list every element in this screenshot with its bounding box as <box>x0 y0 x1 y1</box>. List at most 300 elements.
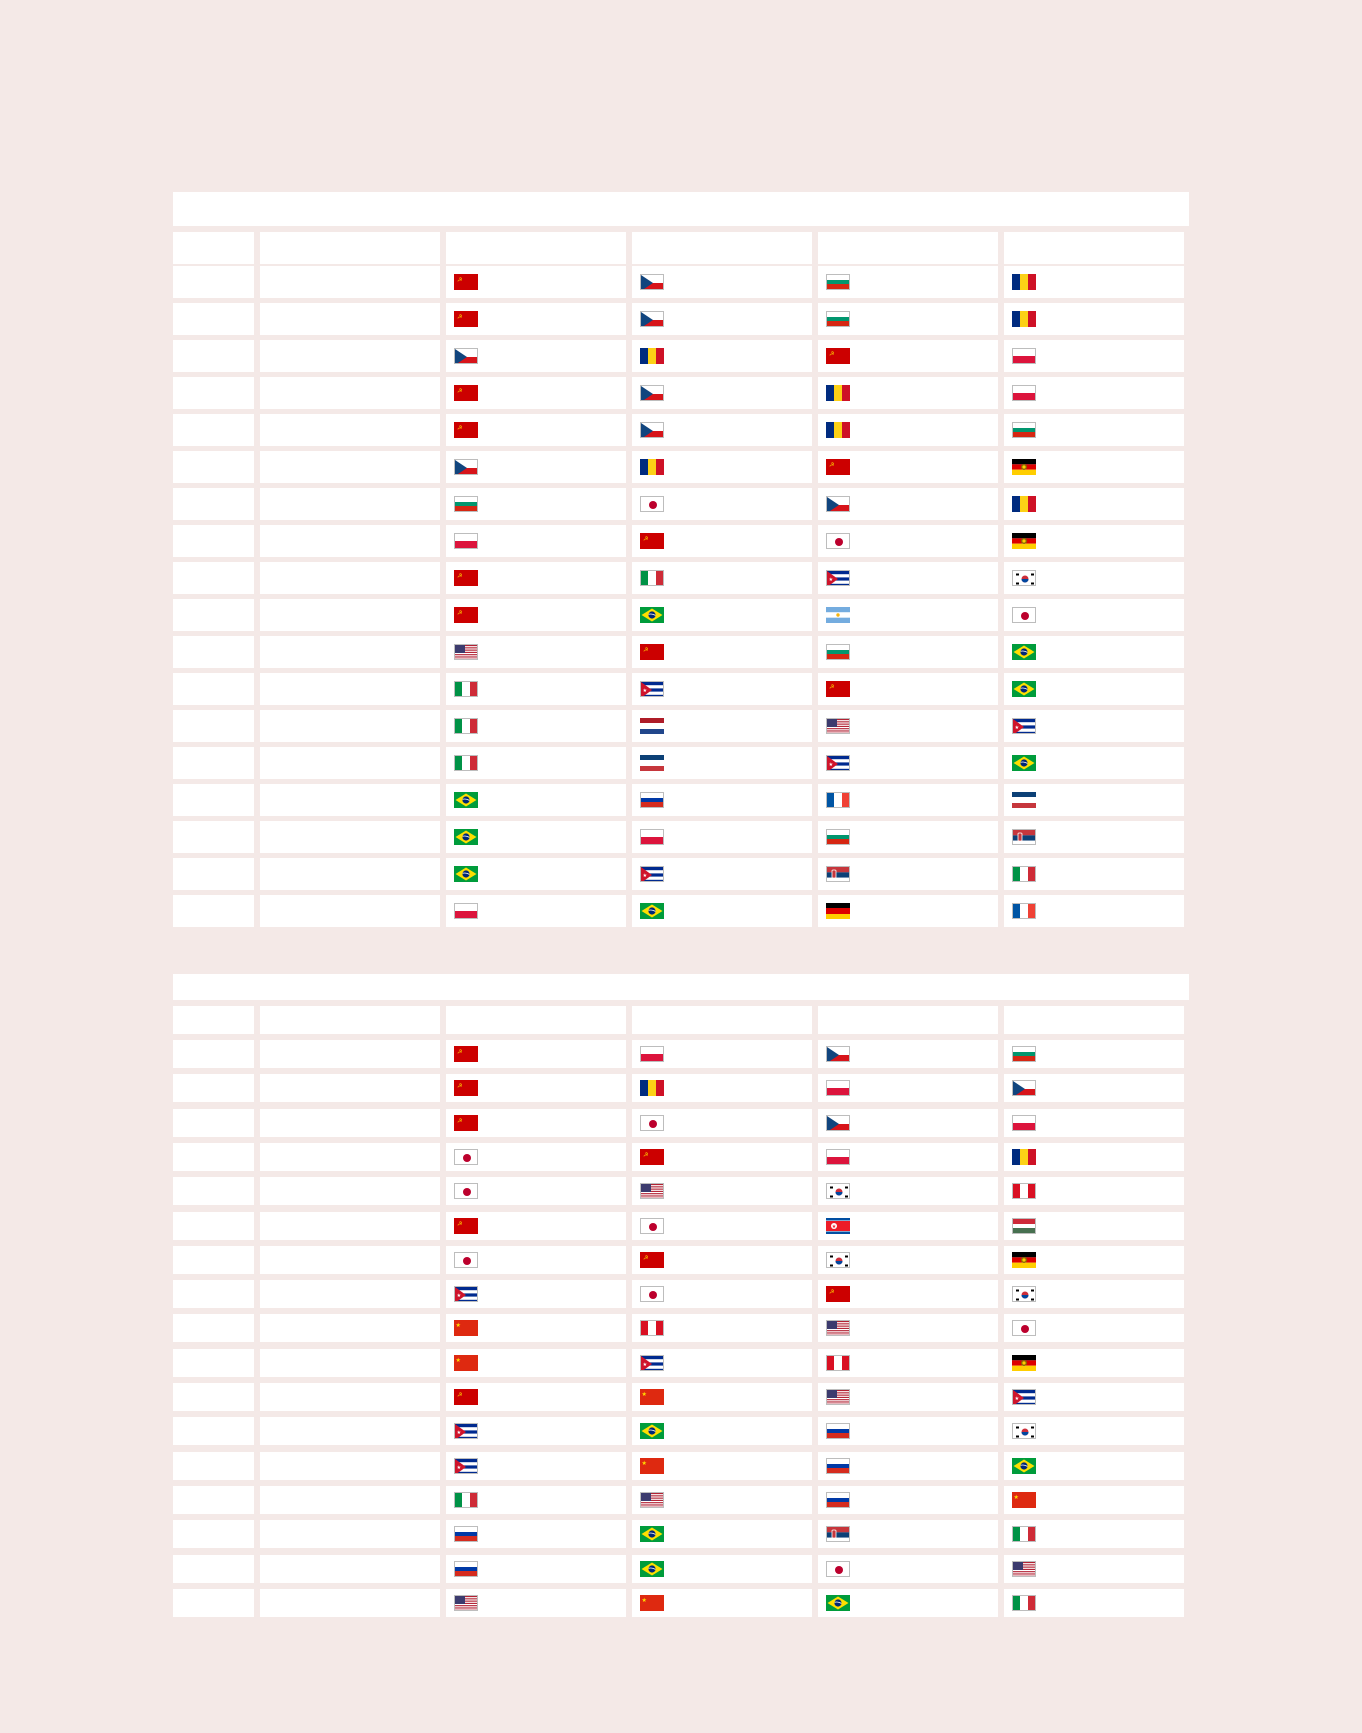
svg-text:★: ★ <box>642 873 648 879</box>
bronze-cell <box>818 895 998 927</box>
usa-flag-icon <box>454 1595 478 1611</box>
gold-cell <box>446 1520 626 1548</box>
host-cell <box>260 266 440 298</box>
cuba-flag-icon <box>640 866 664 882</box>
silver-cell <box>632 1417 812 1445</box>
header-cell <box>818 1006 998 1034</box>
cuba-flag-icon <box>454 1423 478 1439</box>
south-korea-flag-icon <box>1012 1423 1036 1439</box>
silver-cell <box>632 710 812 742</box>
italy-flag-icon <box>1012 1595 1036 1611</box>
italy-flag-icon <box>454 681 478 697</box>
czechoslovakia-flag-icon <box>454 348 478 364</box>
host-cell <box>260 1109 440 1137</box>
japan-flag-icon <box>640 1115 664 1131</box>
brazil-flag-icon <box>640 607 664 623</box>
japan-flag-icon <box>1012 607 1036 623</box>
bronze-cell <box>818 562 998 594</box>
china-flag-icon <box>640 1458 664 1474</box>
fourth-cell <box>1004 1314 1184 1342</box>
cuba-flag-icon <box>1012 718 1036 734</box>
table-row <box>173 1555 1184 1583</box>
silver-cell <box>632 895 812 927</box>
svg-text:☭: ☭ <box>457 1082 463 1090</box>
ussr-flag-icon <box>640 533 664 549</box>
table-row <box>173 266 1184 298</box>
bronze-cell <box>818 414 998 446</box>
bronze-cell <box>818 377 998 409</box>
bronze-cell <box>818 1589 998 1617</box>
year-cell <box>173 266 254 298</box>
cuba-flag-icon <box>826 755 850 771</box>
silver-cell <box>632 1246 812 1274</box>
east-germany-flag-icon <box>1012 1252 1036 1268</box>
czechoslovakia-flag-icon <box>454 459 478 475</box>
silver-cell <box>632 562 812 594</box>
fourth-cell <box>1004 1177 1184 1205</box>
ussr-flag-icon <box>826 348 850 364</box>
year-cell <box>173 488 254 520</box>
year-cell <box>173 562 254 594</box>
italy-flag-icon <box>454 755 478 771</box>
cuba-flag-icon <box>640 681 664 697</box>
bulgaria-flag-icon <box>826 311 850 327</box>
fourth-cell <box>1004 673 1184 705</box>
svg-text:☭: ☭ <box>457 1117 463 1125</box>
table-row <box>173 1143 1184 1171</box>
cuba-flag-icon <box>640 1355 664 1371</box>
year-cell <box>173 1452 254 1480</box>
table-row <box>173 303 1184 335</box>
gold-cell <box>446 1383 626 1411</box>
host-cell <box>260 1040 440 1068</box>
poland-flag-icon <box>1012 385 1036 401</box>
year-cell <box>173 1520 254 1548</box>
romania-flag-icon <box>1012 274 1036 290</box>
year-cell <box>173 599 254 631</box>
year-cell <box>173 1143 254 1171</box>
table-row <box>173 451 1184 483</box>
bronze-cell <box>818 710 998 742</box>
china-flag-icon <box>640 1595 664 1611</box>
gold-cell <box>446 710 626 742</box>
table-row <box>173 1520 1184 1548</box>
silver-cell <box>632 1040 812 1068</box>
table-row <box>173 599 1184 631</box>
brazil-flag-icon <box>454 792 478 808</box>
silver-cell <box>632 858 812 890</box>
silver-cell <box>632 1177 812 1205</box>
gold-cell <box>446 1349 626 1377</box>
fourth-cell <box>1004 1589 1184 1617</box>
year-cell <box>173 784 254 816</box>
table-row <box>173 1280 1184 1308</box>
svg-text:★: ★ <box>828 762 834 768</box>
poland-flag-icon <box>1012 348 1036 364</box>
year-cell <box>173 1349 254 1377</box>
romania-flag-icon <box>1012 1149 1036 1165</box>
year-cell <box>173 525 254 557</box>
italy-flag-icon <box>1012 1526 1036 1542</box>
host-cell <box>260 1520 440 1548</box>
year-cell <box>173 1314 254 1342</box>
svg-text:☭: ☭ <box>829 1288 835 1296</box>
fourth-cell <box>1004 340 1184 372</box>
usa-flag-icon <box>826 718 850 734</box>
poland-flag-icon <box>454 903 478 919</box>
italy-flag-icon <box>454 1492 478 1508</box>
silver-cell <box>632 636 812 668</box>
gold-cell <box>446 1212 626 1240</box>
gold-cell <box>446 1109 626 1137</box>
host-cell <box>260 636 440 668</box>
silver-cell <box>632 1555 812 1583</box>
czechoslovakia-flag-icon <box>640 311 664 327</box>
svg-text:★: ★ <box>456 1430 462 1436</box>
russia-flag-icon <box>640 792 664 808</box>
silver-cell <box>632 1109 812 1137</box>
gold-cell <box>446 1177 626 1205</box>
host-cell <box>260 377 440 409</box>
hungary-flag-icon <box>1012 1218 1036 1234</box>
svg-text:☭: ☭ <box>643 646 649 654</box>
bronze-cell <box>818 1246 998 1274</box>
bronze-cell <box>818 1349 998 1377</box>
ussr-flag-icon <box>640 1252 664 1268</box>
svg-text:★: ★ <box>828 577 834 583</box>
italy-flag-icon <box>1012 866 1036 882</box>
france-flag-icon <box>1012 903 1036 919</box>
year-cell <box>173 858 254 890</box>
japan-flag-icon <box>454 1149 478 1165</box>
brazil-flag-icon <box>454 866 478 882</box>
year-cell <box>173 1486 254 1514</box>
svg-text:★: ★ <box>642 1362 648 1368</box>
czechoslovakia-flag-icon <box>640 274 664 290</box>
bronze-cell <box>818 1452 998 1480</box>
fourth-cell <box>1004 599 1184 631</box>
bulgaria-flag-icon <box>454 496 478 512</box>
table-row <box>173 673 1184 705</box>
russia-flag-icon <box>826 1492 850 1508</box>
japan-flag-icon <box>640 496 664 512</box>
brazil-flag-icon <box>1012 755 1036 771</box>
svg-text:☭: ☭ <box>457 424 463 432</box>
brazil-flag-icon <box>640 903 664 919</box>
japan-flag-icon <box>454 1252 478 1268</box>
ussr-flag-icon <box>826 1286 850 1302</box>
host-cell <box>260 1143 440 1171</box>
bronze-cell <box>818 303 998 335</box>
romania-flag-icon <box>640 348 664 364</box>
svg-text:☭: ☭ <box>643 1254 649 1262</box>
host-cell <box>260 303 440 335</box>
silver-cell <box>632 1452 812 1480</box>
gold-cell <box>446 1555 626 1583</box>
year-cell <box>173 821 254 853</box>
year-cell <box>173 1555 254 1583</box>
host-cell <box>260 1486 440 1514</box>
table-row <box>173 488 1184 520</box>
ussr-flag-icon <box>640 1149 664 1165</box>
table-row <box>173 636 1184 668</box>
east-germany-flag-icon <box>1012 459 1036 475</box>
gold-cell <box>446 1040 626 1068</box>
host-cell <box>260 1589 440 1617</box>
ussr-flag-icon <box>454 274 478 290</box>
silver-cell <box>632 1349 812 1377</box>
year-cell <box>173 1280 254 1308</box>
silver-cell <box>632 1280 812 1308</box>
fourth-cell <box>1004 414 1184 446</box>
bulgaria-flag-icon <box>826 644 850 660</box>
fourth-cell <box>1004 1040 1184 1068</box>
fourth-cell <box>1004 1074 1184 1102</box>
gold-cell <box>446 303 626 335</box>
host-cell <box>260 1417 440 1445</box>
romania-flag-icon <box>1012 496 1036 512</box>
table-row <box>173 1040 1184 1068</box>
fourth-cell <box>1004 451 1184 483</box>
east-germany-flag-icon <box>1012 533 1036 549</box>
table-row <box>173 377 1184 409</box>
year-cell <box>173 340 254 372</box>
bronze-cell <box>818 636 998 668</box>
fourth-cell <box>1004 1246 1184 1274</box>
fourth-cell <box>1004 1143 1184 1171</box>
gold-cell <box>446 414 626 446</box>
romania-flag-icon <box>640 459 664 475</box>
ussr-flag-icon <box>454 607 478 623</box>
brazil-flag-icon <box>640 1423 664 1439</box>
fourth-cell <box>1004 266 1184 298</box>
argentina-flag-icon <box>826 607 850 623</box>
bronze-cell <box>818 340 998 372</box>
usa-flag-icon <box>640 1183 664 1199</box>
silver-cell <box>632 377 812 409</box>
gold-cell <box>446 599 626 631</box>
bulgaria-flag-icon <box>1012 422 1036 438</box>
svg-text:☭: ☭ <box>457 387 463 395</box>
usa-flag-icon <box>1012 1561 1036 1577</box>
cuba-flag-icon <box>454 1286 478 1302</box>
romania-flag-icon <box>826 385 850 401</box>
bronze-cell <box>818 821 998 853</box>
serbia-flag-icon <box>826 866 850 882</box>
silver-cell <box>632 747 812 779</box>
silver-cell <box>632 525 812 557</box>
host-cell <box>260 1074 440 1102</box>
silver-cell <box>632 1212 812 1240</box>
year-cell <box>173 303 254 335</box>
svg-text:★: ★ <box>1014 725 1020 731</box>
svg-text:☭: ☭ <box>829 683 835 691</box>
south-korea-flag-icon <box>826 1252 850 1268</box>
silver-cell <box>632 266 812 298</box>
svg-text:★: ★ <box>641 1597 647 1604</box>
brazil-flag-icon <box>826 1595 850 1611</box>
host-cell <box>260 1452 440 1480</box>
fourth-cell <box>1004 895 1184 927</box>
bronze-cell <box>818 488 998 520</box>
bulgaria-flag-icon <box>1012 1046 1036 1062</box>
gold-cell <box>446 1417 626 1445</box>
silver-cell <box>632 488 812 520</box>
silver-cell <box>632 303 812 335</box>
bronze-cell <box>818 784 998 816</box>
table-row <box>173 895 1184 927</box>
peru-flag-icon <box>640 1320 664 1336</box>
svg-text:☭: ☭ <box>457 276 463 284</box>
header-cell <box>632 232 812 264</box>
silver-cell <box>632 1486 812 1514</box>
russia-flag-icon <box>454 1561 478 1577</box>
bronze-cell <box>818 525 998 557</box>
header-cell <box>446 232 626 264</box>
year-cell <box>173 1246 254 1274</box>
host-cell <box>260 710 440 742</box>
bronze-cell <box>818 673 998 705</box>
svg-text:★: ★ <box>641 1391 647 1398</box>
gold-cell <box>446 1589 626 1617</box>
bronze-cell <box>818 1143 998 1171</box>
silver-cell <box>632 414 812 446</box>
silver-cell <box>632 599 812 631</box>
bronze-cell <box>818 1314 998 1342</box>
silver-cell <box>632 1589 812 1617</box>
fourth-cell <box>1004 636 1184 668</box>
svg-text:★: ★ <box>1014 1396 1020 1402</box>
table-row <box>173 1452 1184 1480</box>
fourth-cell <box>1004 710 1184 742</box>
gold-cell <box>446 1280 626 1308</box>
bronze-cell <box>818 599 998 631</box>
host-cell <box>260 451 440 483</box>
bronze-cell <box>818 1212 998 1240</box>
bulgaria-flag-icon <box>826 274 850 290</box>
ussr-flag-icon <box>454 570 478 586</box>
fourth-cell <box>1004 303 1184 335</box>
header-cell <box>1004 1006 1184 1034</box>
serbia-flag-icon <box>826 1526 850 1542</box>
table-row <box>173 1314 1184 1342</box>
czechoslovakia-flag-icon <box>826 1046 850 1062</box>
netherlands-flag-icon <box>640 718 664 734</box>
host-cell <box>260 1314 440 1342</box>
czechoslovakia-flag-icon <box>826 1115 850 1131</box>
host-cell <box>260 488 440 520</box>
china-flag-icon <box>454 1320 478 1336</box>
poland-flag-icon <box>640 829 664 845</box>
silver-cell <box>632 1143 812 1171</box>
fourth-cell <box>1004 1212 1184 1240</box>
svg-text:☭: ☭ <box>643 535 649 543</box>
gold-cell <box>446 562 626 594</box>
romania-flag-icon <box>1012 311 1036 327</box>
fourth-cell <box>1004 858 1184 890</box>
gold-cell <box>446 895 626 927</box>
cuba-flag-icon <box>826 570 850 586</box>
poland-flag-icon <box>826 1080 850 1096</box>
gold-cell <box>446 1143 626 1171</box>
table-row <box>173 821 1184 853</box>
table-row <box>173 525 1184 557</box>
table-row <box>173 1486 1184 1514</box>
svg-text:☭: ☭ <box>643 1151 649 1159</box>
serbia-flag-icon <box>1012 829 1036 845</box>
yugoslavia-flag-icon <box>640 755 664 771</box>
bulgaria-flag-icon <box>826 829 850 845</box>
silver-cell <box>632 340 812 372</box>
brazil-flag-icon <box>640 1561 664 1577</box>
japan-flag-icon <box>640 1286 664 1302</box>
fourth-cell <box>1004 525 1184 557</box>
host-cell <box>260 895 440 927</box>
header-cell <box>446 1006 626 1034</box>
silver-cell <box>632 1314 812 1342</box>
ussr-flag-icon <box>454 1080 478 1096</box>
bronze-cell <box>818 1417 998 1445</box>
peru-flag-icon <box>826 1355 850 1371</box>
header-row <box>173 1006 1189 1034</box>
china-flag-icon <box>454 1355 478 1371</box>
svg-text:☭: ☭ <box>457 1220 463 1228</box>
svg-text:☭: ☭ <box>457 572 463 580</box>
japan-flag-icon <box>826 1561 850 1577</box>
year-cell <box>173 1417 254 1445</box>
romania-flag-icon <box>826 422 850 438</box>
bronze-cell <box>818 1109 998 1137</box>
brazil-flag-icon <box>640 1526 664 1542</box>
table-row <box>173 858 1184 890</box>
svg-text:☭: ☭ <box>457 313 463 321</box>
bronze-cell <box>818 1520 998 1548</box>
svg-text:★: ★ <box>642 688 648 694</box>
table-row <box>173 1349 1184 1377</box>
ussr-flag-icon <box>454 1046 478 1062</box>
bronze-cell <box>818 1486 998 1514</box>
fourth-cell <box>1004 747 1184 779</box>
table-row <box>173 1417 1184 1445</box>
bronze-cell <box>818 1555 998 1583</box>
medal-table-1 <box>173 192 1189 879</box>
gold-cell <box>446 858 626 890</box>
silver-cell <box>632 1074 812 1102</box>
svg-text:☭: ☭ <box>829 461 835 469</box>
russia-flag-icon <box>454 1526 478 1542</box>
japan-flag-icon <box>1012 1320 1036 1336</box>
gold-cell <box>446 673 626 705</box>
year-cell <box>173 1212 254 1240</box>
header-row <box>173 232 1189 264</box>
svg-text:★: ★ <box>455 1357 461 1364</box>
table-row <box>173 340 1184 372</box>
bronze-cell <box>818 1040 998 1068</box>
year-cell <box>173 1177 254 1205</box>
host-cell <box>260 562 440 594</box>
ussr-flag-icon <box>826 681 850 697</box>
header-cell <box>632 1006 812 1034</box>
year-cell <box>173 747 254 779</box>
year-cell <box>173 1040 254 1068</box>
silver-cell <box>632 451 812 483</box>
svg-text:★: ★ <box>456 1293 462 1299</box>
svg-text:☭: ☭ <box>829 350 835 358</box>
host-cell <box>260 1246 440 1274</box>
ussr-flag-icon <box>454 1389 478 1405</box>
usa-flag-icon <box>454 644 478 660</box>
host-cell <box>260 340 440 372</box>
